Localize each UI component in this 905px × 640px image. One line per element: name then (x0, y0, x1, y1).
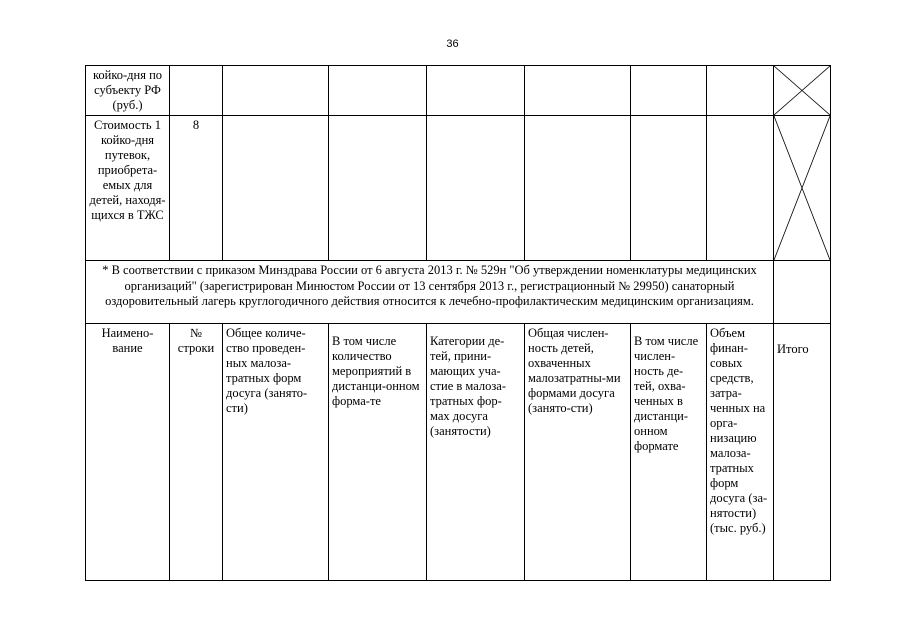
empty-cell (525, 66, 631, 116)
data-table (85, 65, 831, 581)
column-header: № строки (170, 324, 223, 581)
column-header: Наимено-вание (86, 324, 170, 581)
column-header: В том числе числен-ность де-тей, охва-ченных в дистанци-онном формате (631, 324, 707, 581)
column-header: Объем финан-совых средств, затра-ченных на орга-низацию малоза-тратных форм досуга (за-нятости) (тыс. руб.) (707, 324, 774, 581)
row-number-cell (170, 66, 223, 116)
table-row (86, 66, 831, 116)
empty-cell (223, 116, 329, 261)
empty-cell (774, 261, 831, 324)
empty-cell (427, 66, 525, 116)
column-header: В том числе количество мероприятий в дистанци-онном форма-те (329, 324, 427, 581)
empty-cell (223, 66, 329, 116)
empty-cell (631, 116, 707, 261)
empty-cell (427, 116, 525, 261)
empty-cell (329, 116, 427, 261)
cross-mark (774, 116, 830, 260)
empty-cell (707, 116, 774, 261)
empty-cell (631, 66, 707, 116)
cross-mark (774, 66, 830, 115)
empty-cell (707, 66, 774, 116)
header-row (86, 324, 831, 581)
column-header: Общее количе-ство проведен-ных малоза-тратных форм досуга (занято-сти) (223, 324, 329, 581)
crossed-out-cell (774, 116, 831, 261)
empty-cell (329, 66, 427, 116)
column-header: Итого (774, 324, 831, 581)
column-header: Общая числен-ность детей, охваченных малозатратны-ми формами досуга (занято-сти) (525, 324, 631, 581)
column-header: Категории де-тей, прини-мающих уча-стие в малоза-тратных фор-мах досуга (занятости) (427, 324, 525, 581)
footnote: * В соответствии с приказом Минздрава России от 6 августа 2013 г. № 529н "Об утверждении номенклатуры медицинских организаций" (зарегистрирован Минюстом России от 13 сентября 2013 г., регистрационный № 29950) санаторный оздоровительный лагерь круглогодичного действия относится к лечебно-профилактическим медицинским организациям. (86, 261, 774, 324)
table-row (86, 116, 831, 261)
row-label: Стоимость 1 койко-дня путевок, приобрета-емых для детей, находя-щихся в ТЖС (86, 116, 170, 261)
crossed-out-cell (774, 66, 831, 116)
row-number-cell: 8 (170, 116, 223, 261)
page-number: 36 (446, 38, 459, 50)
empty-cell (525, 116, 631, 261)
row-label: койко-дня по субъекту РФ (руб.) (86, 66, 170, 116)
table-row (86, 261, 831, 324)
